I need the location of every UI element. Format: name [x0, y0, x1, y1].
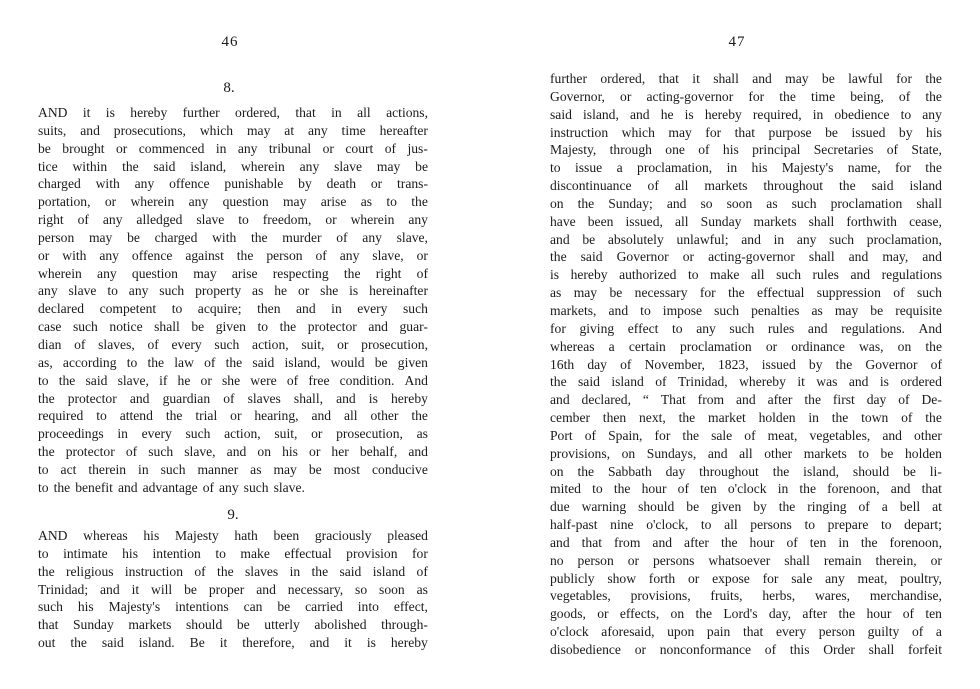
text-line: Governor, or acting-governor for the time being, of the — [550, 88, 942, 104]
text-line: publicly show forth or expose for sale any meat, poultry, — [550, 570, 942, 586]
text-line: Majesty, through one of his principal Secretaries of State, — [550, 142, 942, 158]
text-line: AND whereas his Majesty hath been graciously pleased — [38, 528, 428, 543]
page-number: 46 — [221, 34, 239, 50]
text-line: the said Governor or acting-governor shall and may, and — [550, 249, 942, 265]
text-line: instruction which may for that purpose be issued by his — [550, 124, 942, 140]
text-line: said island, and he is hereby required, in obedience to any — [550, 106, 942, 122]
text-line: provisions, on Sundays, and all other markets to be holden — [550, 445, 942, 461]
text-line: the said island of Trinidad, whereby it was and is ordered — [550, 374, 942, 390]
text-line: suits, and prosecutions, which may at any time hereafter — [38, 122, 428, 138]
text-line: discontinuance of all markets throughout the said island — [550, 178, 942, 194]
text-line: half-past nine o'clock, to all persons to prepare to depart; — [550, 517, 942, 533]
page-number: 47 — [728, 34, 746, 50]
text-line: for giving effect to any such rules and regulations. And — [550, 320, 942, 336]
text-line: the protector and guardian of slaves shall, and is hereby — [38, 390, 428, 406]
text-line: to issue a proclamation, in his Majesty's name, for the — [550, 160, 942, 176]
text-line: disobedience or nonconformance of this Order shall forfeit — [550, 642, 942, 657]
text-line: charged with any offence punishable by death or trans- — [38, 176, 428, 192]
text-line: portation, or wherein any question may arise as to the — [38, 194, 428, 210]
text-line: the protector of such slave, and on his or her behalf, and — [38, 444, 428, 460]
section-9-text — [38, 527, 428, 652]
text-line: to the said slave, if he or she were of free condition. And — [38, 372, 428, 388]
text-line: dian of slaves, of every such action, suit, or prosecution, — [38, 336, 428, 352]
text-line: on the Sunday; and so soon as such proclamation shall — [550, 195, 942, 211]
text-line: and that from and after the hour of ten in the forenoon, — [550, 534, 942, 550]
text-line: to the benefit and advantage of any such slave. — [38, 479, 305, 495]
text-line: no person or persons whatsoever shall remain therein, or — [550, 552, 942, 568]
text-line: AND it is hereby further ordered, that in all actions, — [38, 105, 428, 120]
section-8-text — [38, 104, 428, 497]
text-line: the religious instruction of the slaves in the said island of — [38, 563, 428, 579]
text-line: such his Majesty's intentions can be carried into effect, — [38, 599, 428, 615]
text-line: Trinidad; and it will be proper and necessary, so soon as — [38, 581, 428, 597]
text-line: have been issued, all Sunday markets shall forthwith cease, — [550, 213, 942, 229]
text-line: required to attend the trial or hearing, and all other the — [38, 408, 428, 424]
text-line: markets, and to impose such penalties as may be requisite — [550, 302, 942, 318]
text-line: to intimate his intention to make effectual provision for — [38, 545, 428, 561]
text-line: person may be charged with the murder of any slave, — [38, 229, 428, 245]
text-line: to act therein in such manner as may be most conducive — [38, 461, 428, 477]
text-line: right of any alledged slave to freedom, or wherein any — [38, 212, 428, 228]
text-line: further ordered, that it shall and may be lawful for the — [550, 71, 942, 86]
right-page — [490, 0, 980, 689]
text-line: cember then next, the market holden in the town of the — [550, 410, 942, 426]
text-line: and be absolutely unlawful; and in any such proclamation, — [550, 231, 942, 247]
text-line: due warning should be given by the ringing of a bell at — [550, 499, 942, 515]
text-line: proceedings in every such action, suit, or prosecution, as — [38, 426, 428, 442]
text-line: is hereby authorized to make all such rules and regulations — [550, 267, 942, 283]
text-line: goods, or effects, on the Lord's day, after the hour of ten — [550, 606, 942, 622]
text-line: as may be necessary for the effectual suppression of such — [550, 285, 942, 301]
text-line: tice within the said island, wherein any slave may be — [38, 158, 428, 174]
section-heading-8: 8. — [223, 80, 235, 96]
text-line: Port of Spain, for the sale of meat, vegetables, and other — [550, 427, 942, 443]
text-line: 16th day of November, 1823, issued by the Governor of — [550, 356, 942, 372]
text-line: any slave to any such property as he or she is hereinafter — [38, 283, 428, 299]
text-line: and declared, “ That from and after the first day of De- — [550, 392, 942, 408]
text-line: wherein any question may arise respecting the right of — [38, 265, 428, 281]
text-line: whereas a certain proclamation or ordinance was, on the — [550, 338, 942, 354]
text-line: or with any offence against the person of any slave, or — [38, 247, 428, 263]
text-line: case such notice shall be given to the protector and guar- — [38, 319, 428, 335]
text-line: as, according to the law of the said island, would be given — [38, 354, 428, 370]
page-text — [550, 70, 942, 659]
text-line: be brought or commenced in any tribunal or court of jus- — [38, 140, 428, 156]
section-heading-9: 9. — [227, 507, 239, 523]
text-line: on the Sabbath day throughout the island, should be li- — [550, 463, 942, 479]
text-line: mited to the hour of ten o'clock in the forenoon, and that — [550, 481, 942, 497]
text-line: out the said island. Be it therefore, and it is hereby — [38, 635, 428, 651]
text-line: o'clock aforesaid, upon pain that every person guilty of a — [550, 624, 942, 640]
text-line: vegetables, provisions, fruits, herbs, wares, merchandise, — [550, 588, 942, 604]
text-line: declared competent to acquire; then and in every such — [38, 301, 428, 317]
text-line: that Sunday markets should be utterly abolished through- — [38, 617, 428, 633]
